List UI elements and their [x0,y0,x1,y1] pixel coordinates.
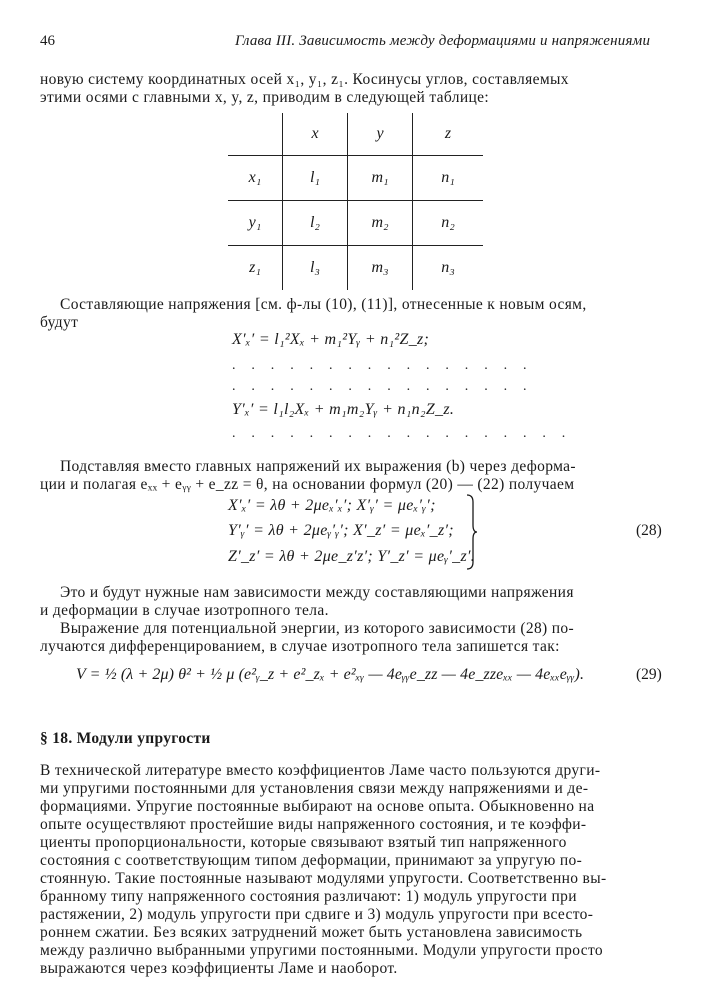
table-cell: m₃ [348,246,413,291]
table-cell: n₂ [413,201,484,246]
energy-text-line-2: лучаются дифференцированием, в случае изотропного тела запишется так: [40,638,560,655]
table-header-cell: y [348,113,413,156]
section-paragraph-line: бранному типу напряженного состояния различают: 1) модуль упругости при [40,888,577,905]
equation-28-line-1: X′ₓ′ = λθ + 2μeₓ′ₓ′; X′ᵧ′ = μeₓ′ᵧ′; [228,497,436,514]
stress-dots-3: . . . . . . . . . . . . . . . . . . [232,426,572,441]
stress-equation-1: X′ₓ′ = l₁²Xₓ + m₁²Yᵧ + n₁²Z_z; [232,331,430,348]
table-cell: l₃ [283,246,348,291]
table-cell: n₁ [413,156,484,201]
equation-29: V = ½ (λ + 2μ) θ² + ½ μ (e²ᵧ_z + e²_zₓ + e²ₓᵧ — 4eᵧᵧe_zz — 4e_zzeₓₓ — 4eₓₓeᵧᵧ). [76,666,585,683]
table-header-cell: z [413,113,484,156]
section-paragraph-line: формациями. Упругие постоянные выбирают на основе опыта. Обыкновенно на [40,798,595,815]
table-cell [228,113,283,156]
table-cell: l₂ [283,201,348,246]
section-heading: § 18. Модули упругости [40,730,211,747]
stress-dots-1: . . . . . . . . . . . . . . . . [232,358,533,373]
equation-28-number: (28) [636,522,662,539]
section-paragraph-line: циенты пропорциональности, которые связывают взятый тип напряженного [40,834,567,851]
section-paragraph-line: состояния с соответствующим типом деформации, принимают за упругую по- [40,852,583,869]
table-cell: m₂ [348,201,413,246]
intro-line-2: этими осями с главными x, y, z, приводим в следующей таблице: [40,89,489,106]
section-paragraph-line: между различно выбранными упругими постоянными. Модули упругости просто [40,942,603,959]
right-brace [466,494,478,570]
table-row [228,201,483,246]
stress-equation-2: Y′ₓ′ = l₁l₂Xₓ + m₁m₂Yᵧ + n₁n₂Z_z. [232,401,455,418]
energy-text-line-1: Выражение для потенциальной энергии, из которого зависимости (28) по- [60,620,575,637]
equation-28-line-2: Y′ᵧ′ = λθ + 2μeᵧ′ᵧ′; X′_z′ = μeₓ′_z′; [228,522,454,539]
table-header-cell: x [283,113,348,156]
after-28-line-2: и деформации в случае изотропного тела. [40,602,329,619]
after-28-line-1: Это и будут нужные нам зависимости между составляющими напряжения [60,584,574,601]
running-title: Глава III. Зависимость между деформациями и напряжениями [235,33,651,49]
section-paragraph-line: роннем сжатии. Без всяких затруднений может быть установлена зависимость [40,924,583,941]
section-paragraph-line: В технической литературе вместо коэффициентов Ламе часто пользуются други- [40,762,601,779]
subst-text-line-1: Подставляя вместо главных напряжений их выражения (b) через деформа- [60,458,576,475]
table-cell: l₁ [283,156,348,201]
equation-29-number: (29) [636,666,662,683]
subst-text-line-2: ции и полагая eₓₓ + eᵧᵧ + e_zz = θ, на основании формул (20) — (22) получаем [40,476,575,493]
section-paragraph-line: стоянную. Такие постоянные называют модулями упругости. Соответственно вы- [40,870,607,887]
section-paragraph-line: растяжении, 2) модуль упругости при сдвиге и 3) модуль упругости при всесто- [40,906,594,923]
table-row [228,246,483,291]
table-cell: n₃ [413,246,484,291]
stress-text-line-2: будут [40,314,79,331]
section-paragraph-line: ми упругими постоянными для установления связи между напряжениями и де- [40,780,589,797]
table-cell: z₁ [228,246,283,291]
page-number: 46 [40,33,55,49]
table-cell: x₁ [228,156,283,201]
stress-text-line-1: Составляющие напряжения [см. ф-лы (10), (11)], отнесенные к новым осям, [60,296,587,313]
intro-line-1: новую систему координатных осей x₁, y₁, z₁. Косинусы углов, составляемых [40,71,569,88]
cosine-table [228,113,483,290]
stress-dots-2: . . . . . . . . . . . . . . . . [232,379,533,394]
table-cell: m₁ [348,156,413,201]
table-cell: y₁ [228,201,283,246]
section-paragraph-line: опыте осуществляют простейшие виды напряженного состояния, и те коэффи- [40,816,587,833]
section-paragraph-line: выражаются через коэффициенты Ламе и наоборот. [40,960,398,977]
table-header-row [228,113,483,156]
table-row [228,156,483,201]
equation-28-line-3: Z′_z′ = λθ + 2μe_z′z′; Y′_z′ = μeᵧ′_z′. [228,548,476,565]
